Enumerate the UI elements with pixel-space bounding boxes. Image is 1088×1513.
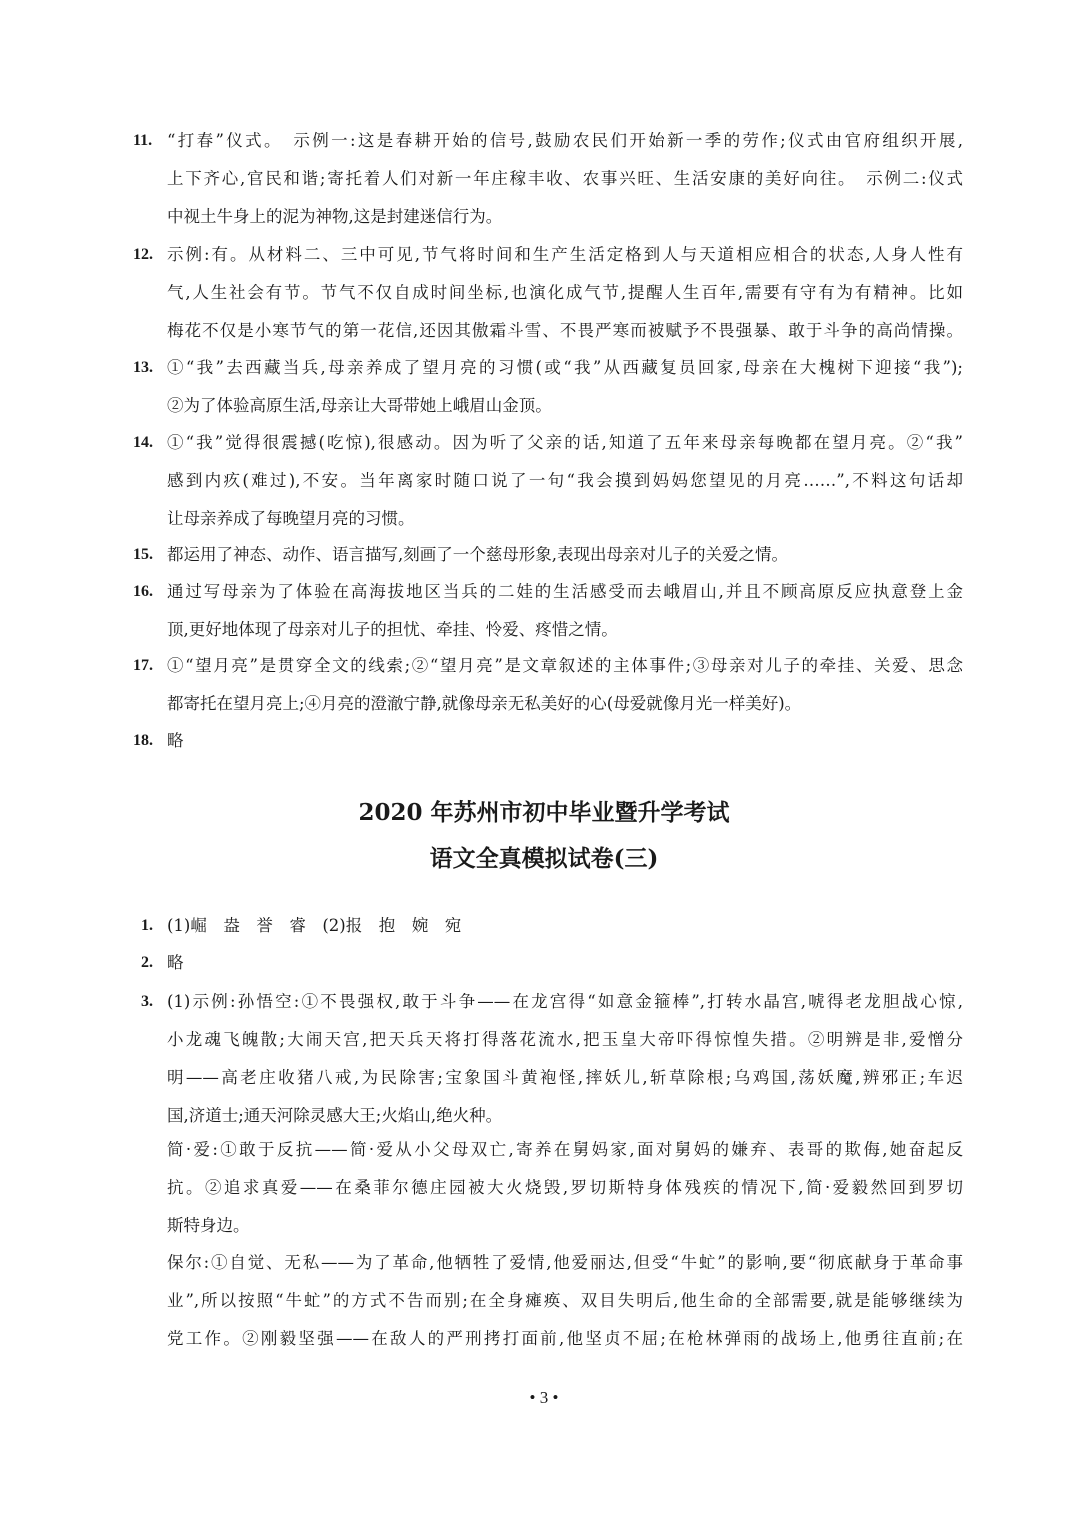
paragraph-line: 业”,所以按照“牛虻”的方式不告而别;在全身瘫痪、双目失明后,他生命的全部需要,就是能够继续为 [167, 1291, 963, 1310]
item-line: 都运用了神态、动作、语言描写,刻画了一个慈母形象,表现出母亲对儿子的关爱之情。 [167, 545, 788, 564]
item-line: 小龙魂飞魄散;大闹天宫,把天兵天将打得落花流水,把玉皇大帝吓得惊惶失措。②明辨是非,爱憎分 [167, 1030, 963, 1049]
item-line: 上下齐心,官民和谐;寄托着人们对新一年庄稼丰收、农事兴旺、生活安康的美好向往。 示例二:仪式 [167, 169, 963, 188]
item-number: 16. [133, 583, 153, 600]
item-number: 3. [141, 993, 153, 1010]
item-number: 13. [133, 359, 153, 376]
item-line: ①“我”觉得很震撼(吃惊),很感动。因为听了父亲的话,知道了五年来母亲每晚都在望月亮。②“我” [167, 433, 963, 452]
paragraph-pavel [167, 1244, 963, 1358]
item-line: 略 [167, 731, 184, 750]
item-line: 都寄托在望月亮上;④月亮的澄澈宁静,就像母亲无私美好的心(母爱就像月光一样美好)。 [167, 694, 802, 713]
paragraph-line: 党工作。②刚毅坚强——在敌人的严刑拷打面前,他坚贞不屈;在枪林弹雨的战场上,他勇往直前;在 [167, 1329, 963, 1348]
item-number: 15. [133, 546, 153, 563]
item-number: 14. [133, 434, 153, 451]
item-line: ②为了体验高原生活,母亲让大哥带她上峨眉山金顶。 [167, 396, 552, 415]
answer-item-14 [133, 424, 963, 538]
item-line: 中视土牛身上的泥为神物,这是封建迷信行为。 [167, 207, 503, 226]
item-number: 2. [141, 954, 153, 971]
item-line: 明——高老庄收猪八戒,为民除害;宝象国斗黄袍怪,摔妖儿,斩草除根;乌鸡国,荡妖魔,辨邪正;车迟 [167, 1068, 963, 1087]
item-number: 1. [141, 917, 153, 934]
answer-item-18 [133, 722, 963, 760]
paragraph-line: 斯特身边。 [167, 1216, 250, 1235]
item-line: 示例:有。从材料二、三中可见,节气将时间和生产生活定格到人与天道相应相合的状态,人身人性有 [167, 245, 963, 264]
paragraph-line: 保尔:①自觉、无私——为了革命,他牺牲了爱情,他爱丽达,但受“牛虻”的影响,要“彻底献身于革命事 [167, 1253, 963, 1272]
answer-item-3 [133, 983, 963, 1135]
item-line: (1)示例:孙悟空:①不畏强权,敢于斗争——在龙宫得“如意金箍棒”,打转水晶宫,唬得老龙胆战心惊, [167, 992, 963, 1011]
paragraph-line: 简·爱:①敢于反抗——简·爱从小父母双亡,寄养在舅妈家,面对舅妈的嫌弃、表哥的欺侮,她奋起反 [167, 1140, 963, 1159]
item-line: (1)崛 盎 誉 睿 (2)报 抱 婉 宛 [167, 916, 462, 935]
page-number: • 3 • [529, 1388, 559, 1407]
answer-item-15 [133, 536, 963, 574]
item-line: 顶,更好地体现了母亲对儿子的担忧、牵挂、怜爱、疼惜之情。 [167, 620, 618, 639]
answer-item-16 [133, 573, 963, 649]
answer-item-13 [133, 349, 963, 425]
item-line: 国,济道士;通天河除灵感大王;火焰山,绝火种。 [167, 1106, 503, 1125]
answer-item-12 [133, 236, 963, 350]
paragraph-line: 抗。②追求真爱——在桑菲尔德庄园被大火烧毁,罗切斯特身体残疾的情况下,简·爱毅然回到罗切 [167, 1178, 963, 1197]
item-line: ①“望月亮”是贯穿全文的线索;②“望月亮”是文章叙述的主体事件;③母亲对儿子的牵挂、关爱、思念 [167, 656, 963, 675]
item-line: 略 [167, 953, 184, 972]
item-line: 通过写母亲为了体验在高海拔地区当兵的二娃的生活感受而去峨眉山,并且不顾高原反应执意登上金 [167, 582, 963, 601]
exam-title: 2020 年苏州市初中毕业暨升学考试 [358, 799, 730, 826]
paragraph-jane-eyre [167, 1131, 963, 1245]
answer-item-17 [133, 647, 963, 723]
answer-item-11 [133, 122, 963, 236]
item-line: 梅花不仅是小寒节气的第一花信,还因其傲霜斗雪、不畏严寒而被赋予不畏强暴、敢于斗争的高尚情操。 [167, 321, 963, 340]
item-line: 气,人生社会有节。节气不仅自成时间坐标,也演化成气节,提醒人生百年,需要有守有为有精神。比如 [167, 283, 963, 302]
item-number: 18. [133, 732, 153, 749]
item-line: 让母亲养成了每晚望月亮的习惯。 [167, 509, 415, 528]
item-number: 12. [133, 246, 153, 263]
answer-item-1 [133, 907, 963, 945]
item-line: ①“我”去西藏当兵,母亲养成了望月亮的习惯(或“我”从西藏复员回家,母亲在大槐树下迎接“我”); [167, 358, 963, 377]
item-line: “打春”仪式。 示例一:这是春耕开始的信号,鼓励农民们开始新一季的劳作;仪式由官府组织开展, [167, 131, 963, 150]
exam-subtitle: 语文全真模拟试卷(三) [429, 845, 659, 872]
answer-item-2 [133, 944, 963, 982]
item-number: 17. [133, 657, 153, 674]
item-line: 感到内疚(难过),不安。当年离家时随口说了一句“我会摸到妈妈您望见的月亮……”,不料这句话却 [167, 471, 963, 490]
item-number: 11. [133, 132, 153, 149]
